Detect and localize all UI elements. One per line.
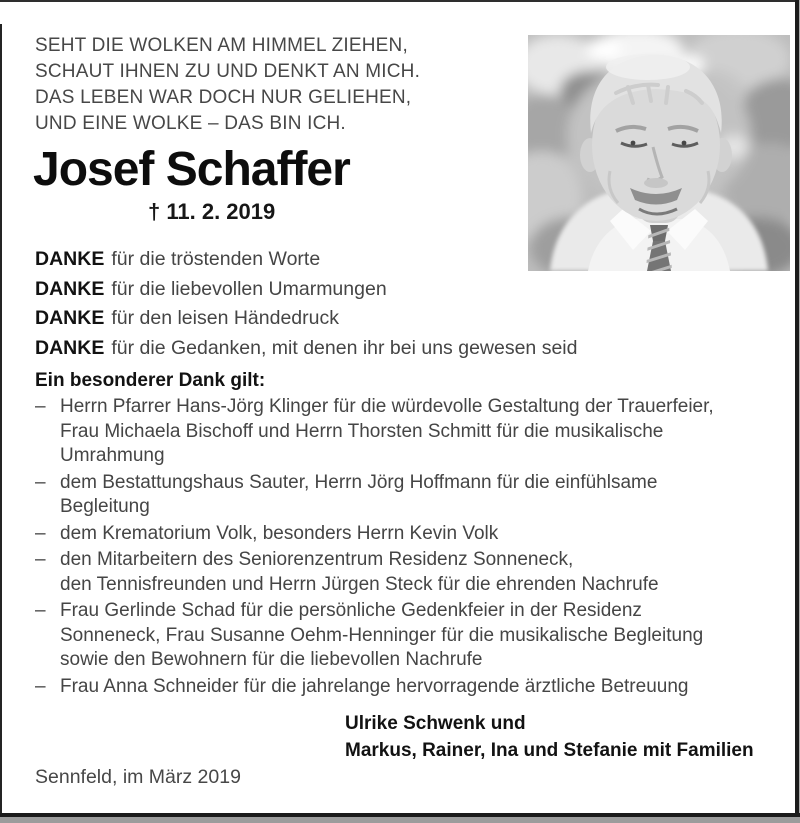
signature-line: Markus, Rainer, Ina und Stefanie mit Familien bbox=[345, 740, 754, 761]
list-item bbox=[35, 599, 765, 673]
list-item-text bbox=[60, 548, 659, 597]
thanks-line bbox=[35, 304, 577, 334]
list-item-text bbox=[60, 522, 498, 547]
list-item-line: den Tennisfreunden und Herrn Jürgen Steck für die ehrenden Nachrufe bbox=[60, 573, 659, 595]
thanks-text: für den leisen Händedruck bbox=[111, 307, 339, 329]
list-item-line: den Mitarbeitern des Seniorenzentrum Residenz Sonneneck, bbox=[60, 549, 574, 570]
portrait-photo-graphic bbox=[528, 35, 790, 271]
list-item-text bbox=[60, 471, 657, 520]
list-item bbox=[35, 395, 765, 469]
list-dash: – bbox=[35, 600, 46, 621]
list-item-line: Herrn Pfarrer Hans-Jörg Klinger für die würdevolle Gestaltung der Trauerfeier, bbox=[60, 396, 714, 417]
scan-frame-right bbox=[795, 0, 799, 823]
list-item-text bbox=[60, 599, 703, 673]
thanks-line bbox=[35, 275, 577, 305]
list-item-line: Begleitung bbox=[60, 496, 150, 517]
list-dash: – bbox=[35, 396, 46, 417]
signature-line: Ulrike Schwenk und bbox=[345, 713, 526, 734]
list-item-line: dem Bestattungshaus Sauter, Herrn Jörg Hoffmann für die einfühlsame bbox=[60, 471, 658, 493]
poem-line: SEHT DIE WOLKEN AM HIMMEL ZIEHEN, bbox=[35, 35, 408, 56]
list-item bbox=[35, 675, 765, 700]
thanks-line bbox=[35, 334, 577, 364]
list-item-line: Sonneneck, Frau Susanne Oehm-Henninger für die musikalische Begleitung bbox=[60, 624, 704, 646]
thanks-emphasis: DANKE bbox=[35, 336, 105, 359]
thanks-list bbox=[35, 245, 577, 363]
list-dash: – bbox=[35, 675, 46, 697]
scan-frame-bottom bbox=[0, 813, 800, 817]
special-thanks-heading: Ein besonderer Dank gilt: bbox=[35, 370, 266, 391]
list-item-line: sowie den Bewohnern für die liebevollen Nachrufe bbox=[60, 649, 483, 670]
special-thanks-list bbox=[35, 395, 765, 701]
thanks-emphasis: DANKE bbox=[35, 307, 105, 329]
poem-line: SCHAUT IHNEN ZU UND DENKT AN MICH. bbox=[35, 61, 421, 82]
poem-line: UND EINE WOLKE – DAS BIN ICH. bbox=[35, 113, 346, 134]
list-item bbox=[35, 548, 765, 597]
thanks-emphasis: DANKE bbox=[35, 277, 105, 300]
memorial-poem bbox=[35, 33, 420, 137]
scan-frame-top bbox=[0, 0, 800, 2]
list-item-line: Frau Anna Schneider für die jahrelange hervorragende ärztliche Betreuung bbox=[60, 675, 689, 697]
poem-line: DAS LEBEN WAR DOCH NUR GELIEHEN, bbox=[35, 87, 412, 108]
list-item bbox=[35, 522, 765, 547]
list-item-line: Frau Gerlinde Schad für die persönliche Gedenkfeier in der Residenz bbox=[60, 600, 642, 621]
list-item-line: Umrahmung bbox=[60, 445, 165, 466]
mourners-signature bbox=[345, 710, 754, 764]
thanks-emphasis: DANKE bbox=[35, 248, 105, 270]
list-item-line: dem Krematorium Volk, besonders Herrn Kevin Volk bbox=[60, 522, 499, 544]
list-dash: – bbox=[35, 549, 46, 570]
thanks-text: für die tröstenden Worte bbox=[111, 248, 321, 270]
list-item-text bbox=[60, 395, 714, 469]
list-item-line: Frau Michaela Bischoff und Herrn Thorsten Schmitt für die musikalische bbox=[60, 420, 664, 442]
death-date: † 11. 2. 2019 bbox=[148, 199, 276, 224]
list-item bbox=[35, 471, 765, 520]
list-dash: – bbox=[35, 471, 46, 493]
scan-frame-bottom-outer bbox=[0, 817, 800, 823]
thanks-line bbox=[35, 245, 577, 275]
portrait-photo bbox=[528, 35, 790, 271]
scan-frame-left bbox=[0, 24, 2, 823]
list-item-text bbox=[60, 675, 688, 700]
thanks-text: für die liebevollen Umarmungen bbox=[111, 277, 387, 300]
place-and-date: Sennfeld, im März 2019 bbox=[35, 766, 241, 788]
list-dash: – bbox=[35, 522, 46, 544]
deceased-name: Josef Schaffer bbox=[33, 143, 350, 196]
thanks-text: für die Gedanken, mit denen ihr bei uns gewesen seid bbox=[111, 336, 578, 359]
